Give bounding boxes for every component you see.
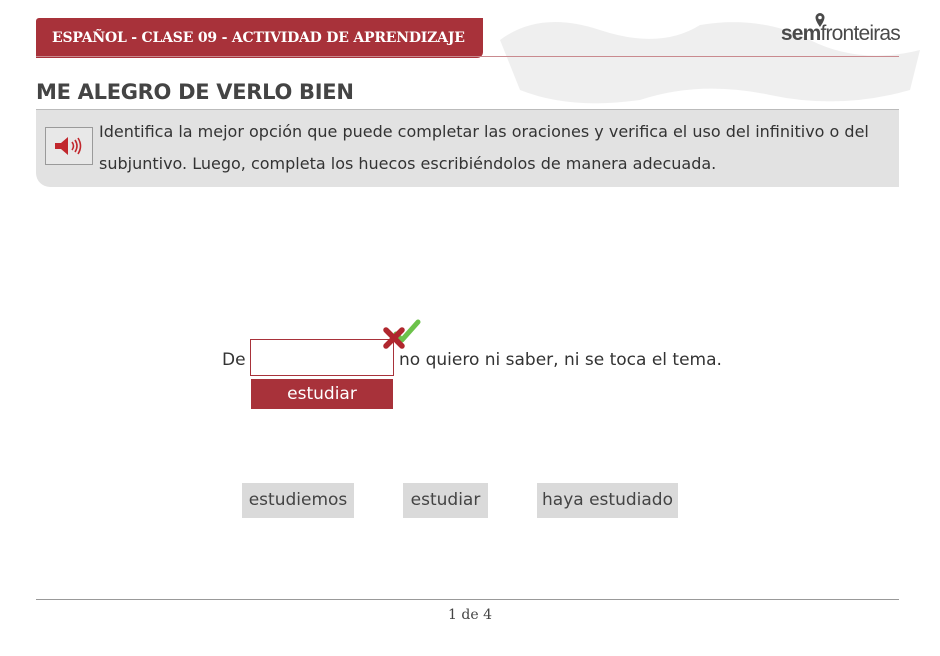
activity-label: ESPAÑOL - CLASE 09 - ACTIVIDAD DE APRENDIZAJE xyxy=(52,30,465,46)
brand-logo xyxy=(781,22,900,48)
revealed-answer-tag: estudiar xyxy=(251,379,393,409)
option-button-haya-estudiado[interactable]: haya estudiado xyxy=(537,483,678,518)
blank-answer-input[interactable] xyxy=(250,339,394,376)
page-indicator: 1 de 4 xyxy=(448,607,492,623)
audio-button[interactable] xyxy=(45,127,93,165)
header-divider xyxy=(36,56,899,57)
brand-text-part2: fronteiras xyxy=(820,22,900,45)
sentence-before-text: De xyxy=(222,350,246,370)
activity-header xyxy=(36,18,483,58)
instructions-text: Identifica la mejor opción que puede completar las oraciones y verifica el uso del infinitivo o del subjuntivo. Luego, completa los huecos escribiéndolos de manera adecuada. xyxy=(99,122,869,173)
answer-status-marks xyxy=(382,318,422,350)
page-title: ME ALEGRO DE VERLO BIEN xyxy=(36,80,354,104)
brand-text-part1: sem xyxy=(780,22,821,45)
option-button-estudiemos[interactable]: estudiemos xyxy=(242,483,354,518)
location-pin-icon xyxy=(815,13,825,27)
option-button-estudiar[interactable]: estudiar xyxy=(403,483,488,518)
world-map-background xyxy=(480,0,940,120)
footer-divider xyxy=(36,599,899,600)
sentence-after-text: no quiero ni saber, ni se toca el tema. xyxy=(399,350,722,370)
speaker-icon xyxy=(53,135,85,157)
instructions-panel xyxy=(36,109,899,187)
